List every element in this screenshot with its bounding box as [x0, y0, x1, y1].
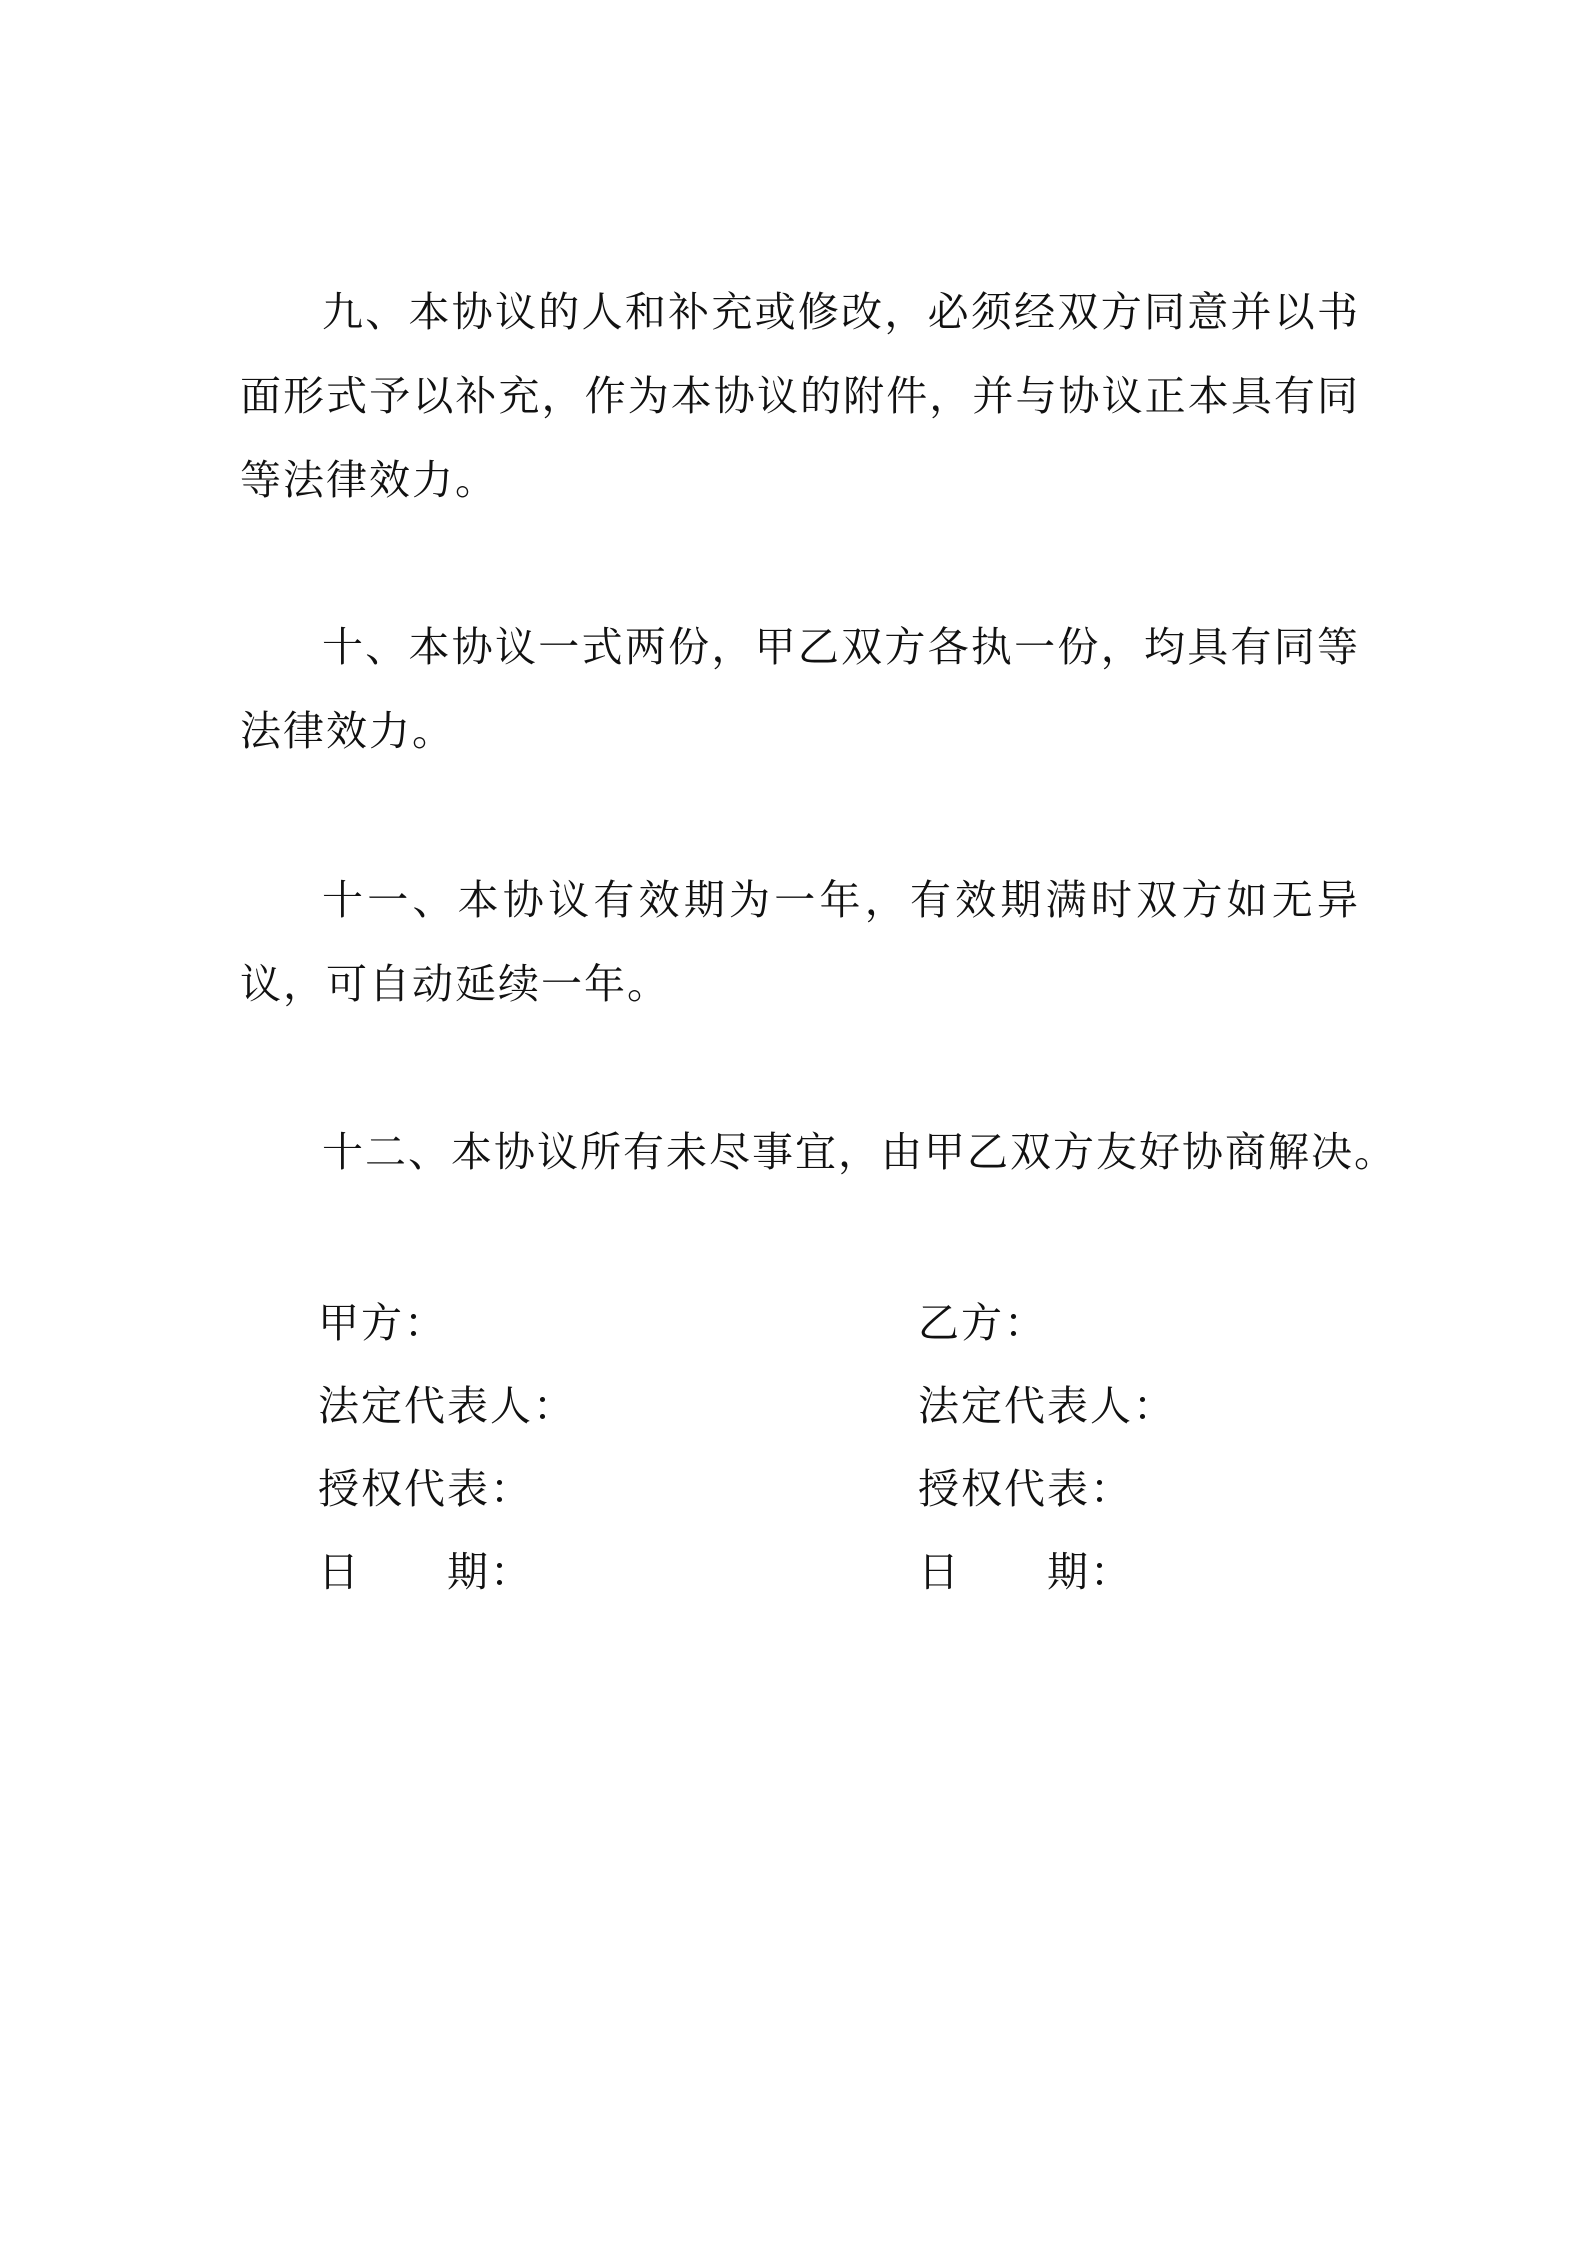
- clause-9: 九、本协议的人和补充或修改，必须经双方同意并以书面形式予以补充，作为本协议的附件，并与协议正本具有同等法律效力。: [240, 288, 1360, 504]
- party-b-authorized-rep-label: 授权代表：: [918, 1465, 1133, 1513]
- party-a-label: 甲方：: [318, 1299, 447, 1347]
- party-a-authorized-rep-label: 授权代表：: [318, 1465, 533, 1513]
- party-b-legal-rep-label: 法定代表人：: [918, 1382, 1176, 1430]
- clause-11: 十一、本协议有效期为一年，有效期满时双方如无异议，可自动延续一年。: [240, 876, 1360, 1008]
- party-b-label: 乙方：: [918, 1299, 1047, 1347]
- clause-12: 十二、本协议所有未尽事宜，由甲乙双方友好协商解决。: [322, 1128, 1397, 1176]
- signature-block-party-a: [318, 1282, 878, 1614]
- party-a-date-label: 日 期：: [318, 1548, 533, 1596]
- clause-10: 十、本协议一式两份，甲乙双方各执一份，均具有同等法律效力。: [240, 623, 1360, 755]
- party-a-legal-rep-label: 法定代表人：: [318, 1382, 576, 1430]
- signature-block-party-b: [918, 1282, 1478, 1614]
- party-b-date-label: 日 期：: [918, 1548, 1133, 1596]
